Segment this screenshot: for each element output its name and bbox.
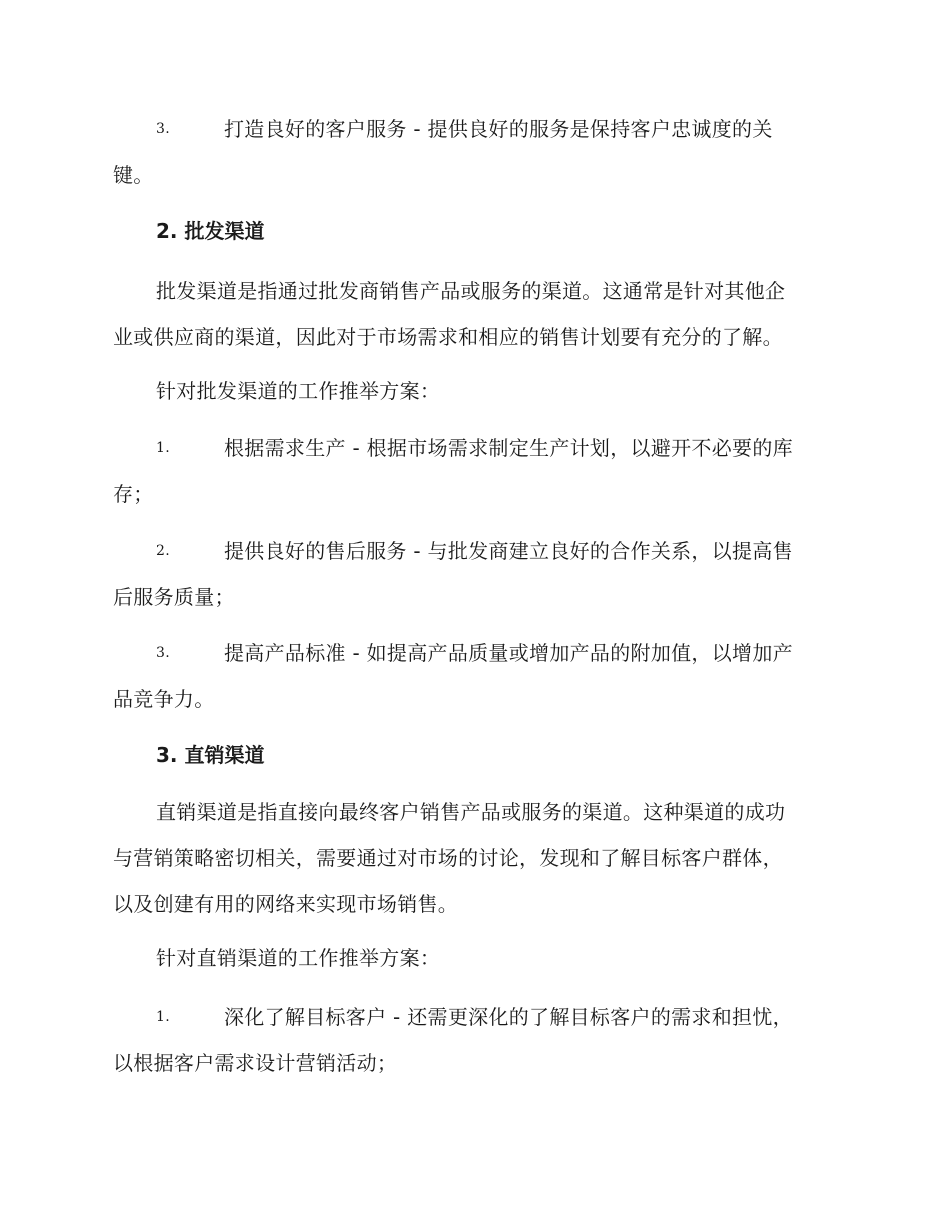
- list-item: [113, 994, 833, 1086]
- list-item-text: 提供良好的售后服务 - 与批发商建立良好的合作关系，以提高售: [224, 539, 793, 563]
- list-number: 2.: [156, 543, 170, 559]
- list-item-text: 品竞争力。: [113, 687, 215, 711]
- list-number: 3.: [156, 645, 170, 661]
- list-item-text: 以根据客户需求设计营销活动；: [113, 1051, 398, 1075]
- list-item: [113, 630, 833, 722]
- paragraph: [113, 789, 833, 927]
- list-item: [113, 425, 833, 517]
- paragraph-line: 针对直销渠道的工作推举方案：: [156, 946, 441, 970]
- paragraph-line: 以及创建有用的网络来实现市场销售。: [113, 892, 459, 916]
- list-number: 3.: [156, 121, 170, 137]
- paragraph-line: 与营销策略密切相关，需要通过对市场的讨论，发现和了解目标客户群体，: [113, 846, 783, 870]
- list-item-text: 后服务质量；: [113, 585, 235, 609]
- list-item: [113, 106, 833, 198]
- list-item-text: 根据需求生产 - 根据市场需求制定生产计划，以避开不必要的库: [224, 436, 793, 460]
- list-item-text: 深化了解目标客户 - 还需更深化的了解目标客户的需求和担忧，: [224, 1005, 793, 1029]
- section-heading: 3. 直销渠道: [156, 743, 265, 767]
- paragraph-line: 批发渠道是指通过批发商销售产品或服务的渠道。这通常是针对其他企: [156, 279, 786, 303]
- paragraph: [113, 935, 833, 981]
- paragraph: [113, 368, 833, 414]
- list-number: 1.: [156, 440, 170, 456]
- section-heading: 2. 批发渠道: [156, 219, 265, 243]
- list-item-text: 键。: [113, 163, 154, 187]
- paragraph-line: 直销渠道是指直接向最终客户销售产品或服务的渠道。这种渠道的成功: [156, 800, 786, 824]
- paragraph: [113, 268, 833, 360]
- list-item-text: 提高产品标准 - 如提高产品质量或增加产品的附加值，以增加产: [224, 641, 793, 665]
- list-item-text: 存；: [113, 482, 154, 506]
- paragraph-line: 业或供应商的渠道，因此对于市场需求和相应的销售计划要有充分的了解。: [113, 325, 783, 349]
- paragraph-line: 针对批发渠道的工作推举方案：: [156, 379, 441, 403]
- list-item: [113, 528, 833, 620]
- list-number: 1.: [156, 1009, 170, 1025]
- list-item-text: 打造良好的客户服务 - 提供良好的服务是保持客户忠诚度的关: [224, 117, 773, 141]
